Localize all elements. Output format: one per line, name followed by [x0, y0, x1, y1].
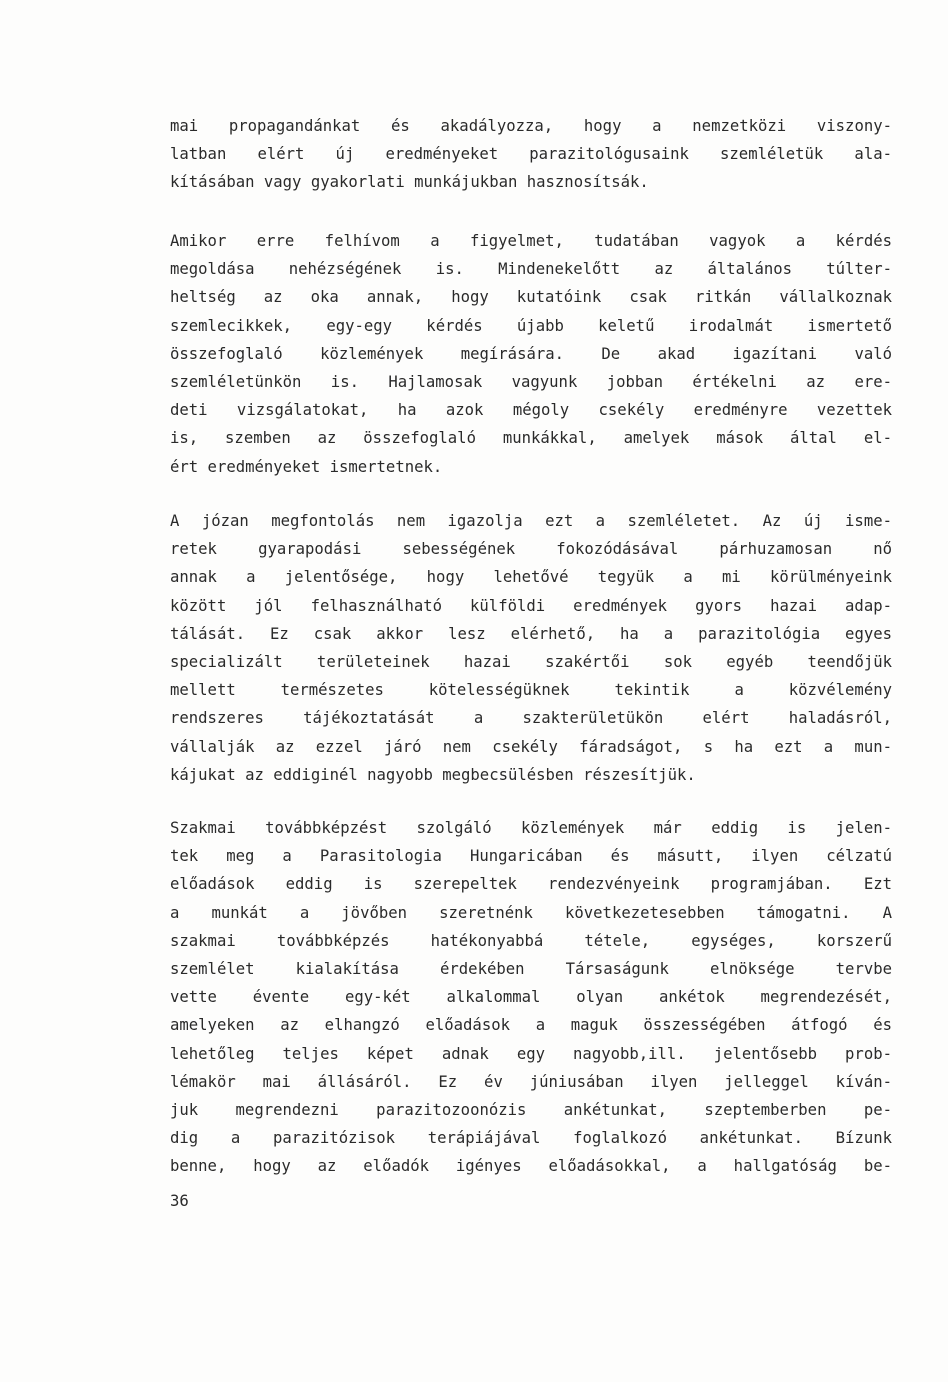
text-line: Amikor erre felhívom a figyelmet, tudatában vagyok a kérdés: [170, 232, 892, 250]
text-line: tek meg a Parasitologia Hungaricában és másutt, ilyen célzatú: [170, 847, 892, 866]
text-line: amelyeken az elhangzó előadások a maguk összességében átfogó és: [170, 1016, 892, 1035]
text-line: rendszeres tájékoztatását a szakterületükön elért haladásról,: [170, 709, 892, 728]
text-line: A józan megfontolás nem igazolja ezt a szemléletet. Az új isme-: [170, 512, 892, 530]
paragraph-2: [170, 227, 892, 481]
text-line: specializált területeinek hazai szakértői sok egyéb teendőjük: [170, 652, 892, 671]
text-line: lémakör mai állásáról. Ez év júniusában ilyen jelleggel kíván-: [170, 1072, 892, 1091]
text-line: megoldása nehézségének is. Mindenekelőtt az általános túlter-: [170, 260, 892, 279]
text-line: heltség az oka annak, hogy kutatóink csak ritkán vállalkoznak: [170, 288, 892, 307]
text-line: előadások eddig is szerepeltek rendezvényeink programjában. Ezt: [170, 875, 892, 894]
text-line: Szakmai továbbképzést szolgáló közlemények már eddig is jelen-: [170, 819, 892, 837]
text-line: vállalják az ezzel járó nem csekély fáradságot, s ha ezt a mun-: [170, 737, 892, 756]
paragraph-4: [170, 814, 892, 1180]
page-number: 36: [170, 1192, 189, 1210]
text-line: dig a parazitózisok terápiájával foglalkozó ankétunkat. Bízunk: [170, 1129, 892, 1148]
text-line: tálását. Ez csak akkor lesz elérhető, ha a parazitológia egyes: [170, 624, 892, 643]
text-line: mai propagandánkat és akadályozza, hogy a nemzetközi viszony-: [170, 117, 892, 135]
paragraph-1: [170, 112, 892, 197]
text-line: a munkát a jövőben szeretnénk következetesebben támogatni. A: [170, 903, 892, 922]
text-line: kájukat az eddiginél nagyobb megbecsülésben részesítjük.: [170, 765, 696, 784]
text-line: juk megrendezni parazitozoonózis ankétunkat, szeptemberben pe-: [170, 1100, 892, 1119]
text-line: annak a jelentősége, hogy lehetővé tegyük a mi körülményeink: [170, 568, 892, 587]
text-line: kításában vagy gyakorlati munkájukban hasznosítsák.: [170, 173, 649, 192]
text-line: benne, hogy az előadók igényes előadásokkal, a hallgatóság be-: [170, 1157, 892, 1176]
text-line: szemlecikkek, egy-egy kérdés újabb keletű irodalmát ismertető: [170, 316, 892, 335]
text-line: retek gyarapodási sebességének fokozódásával párhuzamosan nő: [170, 540, 892, 559]
text-line: szemlélet kialakítása érdekében Társaságunk elnöksége tervbe: [170, 959, 892, 978]
text-line: mellett természetes kötelességüknek tekintik a közvélemény: [170, 681, 892, 700]
text-line: között jól felhasználható külföldi eredmények gyors hazai adap-: [170, 596, 892, 615]
text-line: latban elért új eredményeket parazitológusaink szemléletük ala-: [170, 145, 892, 164]
text-line: szakmai továbbképzés hatékonyabbá tétele, egységes, korszerű: [170, 931, 892, 950]
text-line: is, szemben az összefoglaló munkákkal, amelyek mások által el-: [170, 429, 892, 448]
text-line: szemléletünkön is. Hajlamosak vagyunk jobban értékelni az ere-: [170, 372, 892, 391]
text-line: ért eredményeket ismertetnek.: [170, 457, 443, 476]
paragraph-3: [170, 507, 892, 789]
text-line: összefoglaló közlemények megírására. De akad igazítani való: [170, 344, 892, 363]
text-line: deti vizsgálatokat, ha azok mégoly csekély eredményre vezettek: [170, 401, 892, 420]
text-line: vette évente egy-két alkalommal olyan ankétok megrendezését,: [170, 988, 892, 1007]
text-line: lehetőleg teljes képet adnak egy nagyobb,ill. jelentősebb prob-: [170, 1044, 892, 1063]
